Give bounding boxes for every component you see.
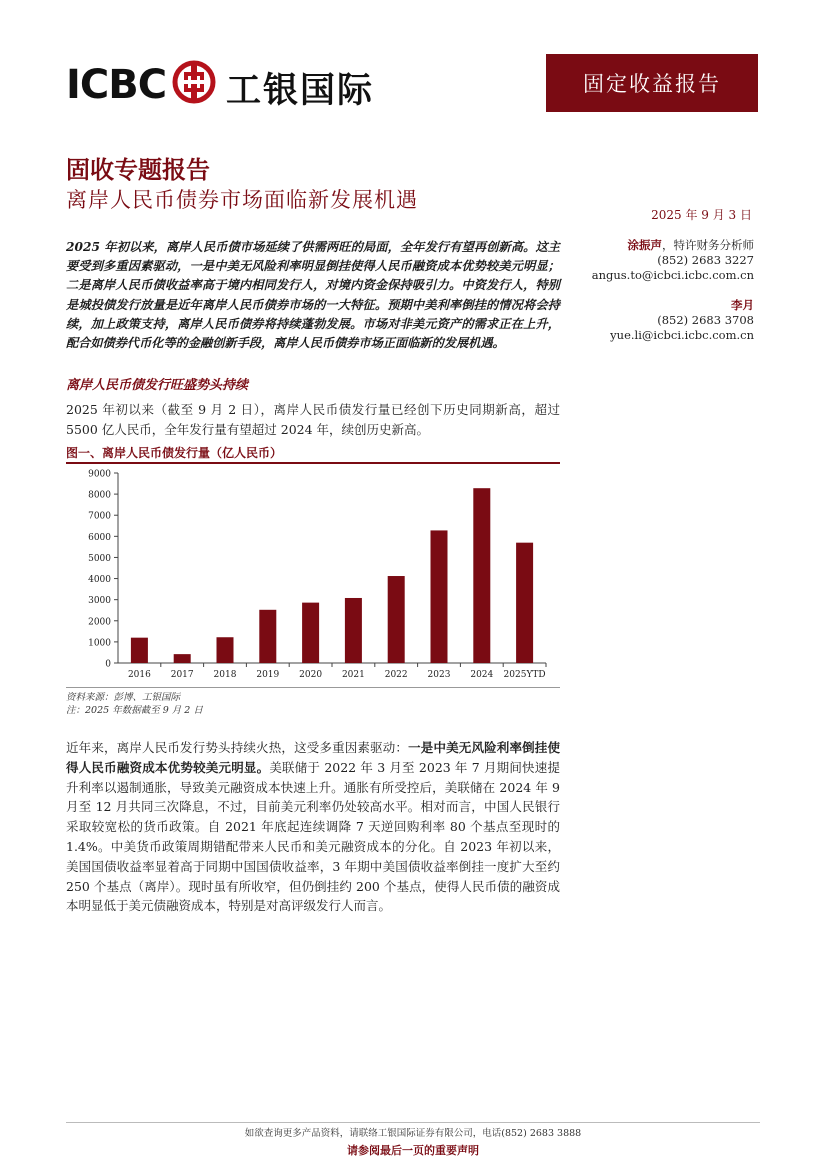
x-tick-label: 2019 (256, 670, 280, 680)
x-tick-label: 2022 (384, 670, 408, 680)
footer-disclaimer: 请参阅最后一页的重要声明 (347, 1144, 479, 1157)
bar-2017 (174, 654, 191, 663)
page-title: 固收专题报告 (66, 155, 210, 184)
para2-bold-point: 一是中美无风险利率倒挂使得人民币融资成本优势较美元明显。 (66, 740, 560, 775)
y-tick-label: 8000 (88, 490, 111, 501)
y-tick-label: 0 (105, 659, 111, 670)
x-tick-label: 2021 (341, 670, 365, 680)
y-tick-label: 4000 (88, 575, 111, 586)
analyst-block (554, 298, 754, 343)
y-tick-label: 3000 (88, 596, 111, 607)
figure-top-rule (66, 462, 560, 464)
y-tick-label: 5000 (88, 553, 111, 564)
x-tick-label: 2023 (427, 670, 451, 680)
x-tick-label: 2020 (299, 670, 323, 680)
para2-lead: 近年来，离岸人民币发行势头持续火热，这受多重因素驱动： (66, 740, 409, 755)
y-tick-label: 9000 (88, 469, 111, 480)
analyst-block (554, 238, 754, 283)
footer-contact: 如欲查询更多产品资料，请联络工银国际证券有限公司，电话(852) 2683 3888 (244, 1128, 582, 1139)
logo-chinese: 工银国际 (226, 71, 375, 111)
body-paragraph (66, 738, 560, 916)
bar-2018 (217, 637, 234, 663)
figure-bottom-rule (66, 687, 560, 688)
analyst-role: ，特许财务分析师 (662, 238, 754, 252)
y-tick-label: 6000 (88, 532, 111, 543)
bar-2025YTD (516, 543, 533, 663)
bar-2016 (131, 638, 148, 663)
x-tick-label: 2025YTD (503, 670, 546, 680)
section-heading: 离岸人民币债发行旺盛势头持续 (66, 378, 249, 393)
footer-divider (66, 1122, 760, 1123)
analyst-email[interactable]: angus.to@icbci.icbc.com.cn (591, 268, 754, 282)
analyst-name: 李月 (731, 298, 754, 312)
x-tick-label: 2024 (470, 670, 494, 680)
figure-note: 注：2025 年数据截至 9 月 2 日 (66, 705, 203, 716)
figure-title: 图一、离岸人民币债发行量（亿人民币） (66, 446, 283, 460)
x-tick-label: 2016 (127, 670, 151, 680)
x-tick-label: 2018 (213, 670, 237, 680)
y-tick-label: 7000 (88, 511, 111, 522)
analyst-phone: (852) 2683 3708 (657, 313, 754, 327)
y-tick-label: 1000 (88, 638, 111, 649)
icbc-seal-icon (172, 60, 216, 104)
report-date: 2025 年 9 月 3 日 (651, 208, 752, 222)
bar-2019 (259, 610, 276, 663)
bar-2022 (388, 576, 405, 663)
y-tick-label: 2000 (88, 617, 111, 628)
bar-2023 (431, 530, 448, 663)
analyst-name: 涂振声 (627, 238, 662, 252)
summary-paragraph: 2025 年初以来，离岸人民币债市场延续了供需两旺的局面，全年发行有望再创新高。这主要受到多重因素驱动，一是中美无风险利率明显倒挂使得人民币融资成本优势较美元明显；二是离岸人民币债收益率高于境内相同发行人，对境内资金保持吸引力。中资发行人，特别是城投债发行放量是近年离岸人民币债券市场的一大特征。预期中美利率倒挂的情况将会持续，加上政策支持，离岸人民币债券将持续蓬勃发展。市场对非美元资产的需求正在上升，配合如债券代币化等的金融创新手段，离岸人民币债券市场正面临新的发展机遇。 (66, 240, 560, 351)
body-paragraph: 2025 年初以来（截至 9 月 2 日），离岸人民币债发行量已经创下历史同期新高，超过 5500 亿人民币，全年发行量有望超过 2024 年，续创历史新高。 (66, 402, 560, 437)
issuance-bar-chart (66, 465, 560, 687)
para2-body: 美联储于 2022 年 3 月至 2023 年 7 月期间快速提升利率以遏制通胀，导致美元融资成本快速上升。通胀有所受控后，美联储在 2024 年 9 月至 12 月共同三次降息，不过，目前美元利率仍处较高水平。相对而言，中国人民银行采取较宽松的货币政策。自 2021 年底起连续调降 7 天逆回购利率 80 个基点至现时的 1.4%。中美货币政策周期错配带来人民币和美元融资成本的分化。自 2023 年初以来，美国国债收益率显着高于同期中国国债收益率，3 年期中美国债收益率倒挂一度扩大至约 250 个基点（离岸）。现时虽有所收窄，但仍倒挂约 200 个基点，使得人民币债的融资成本明显低于美元债融资成本，特别是对高评级发行人而言。 (66, 759, 560, 914)
bar-2021 (345, 598, 362, 663)
x-tick-label: 2017 (170, 670, 194, 680)
bar-2020 (302, 603, 319, 663)
page-subtitle: 离岸人民币债券市场面临新发展机遇 (66, 188, 418, 212)
analyst-phone: (852) 2683 3227 (657, 253, 754, 267)
figure-source: 资料来源：彭博、工银国际 (66, 692, 181, 703)
analyst-email[interactable]: yue.li@icbci.icbc.com.cn (610, 328, 754, 342)
report-type-banner: 固定收益报告 (546, 54, 758, 112)
bar-2024 (473, 488, 490, 663)
logo-latin: ICBC (66, 62, 167, 108)
